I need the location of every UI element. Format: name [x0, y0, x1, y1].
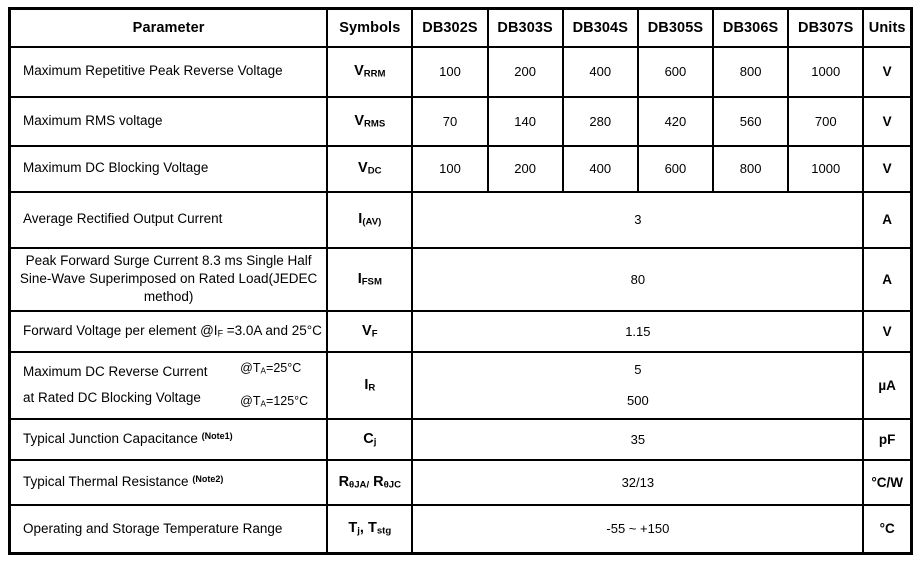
column-header: DB303S	[488, 9, 563, 47]
symbol-cell	[327, 47, 412, 97]
param-line: Maximum DC Reverse Current	[23, 364, 208, 379]
text-segment: Maximum Repetitive Peak Reverse Voltage	[23, 63, 283, 79]
symbol-cell	[327, 97, 412, 146]
param-cell	[10, 419, 328, 460]
note-superscript: (Note2)	[192, 473, 224, 484]
param-cell	[10, 460, 328, 505]
value-cell: 400	[563, 47, 638, 97]
param-cell	[10, 352, 328, 419]
unit-cell: V	[863, 146, 911, 192]
text-segment: Peak Forward Surge Current 8.3 ms Single Half Sine-Wave Superimposed on Rated Load(JEDEC method)	[19, 252, 318, 305]
text-segment: I	[364, 376, 369, 393]
text-segment: R	[338, 473, 350, 490]
text-segment: =125°C	[266, 394, 309, 408]
table-row	[10, 97, 912, 146]
stacked-values	[413, 354, 862, 417]
table-row	[10, 192, 912, 248]
condition-line	[240, 360, 308, 377]
text-segment: =25°C	[266, 361, 302, 376]
text-segment: C	[363, 430, 374, 447]
subscript-text: F	[217, 328, 224, 339]
value-cell: 100	[412, 146, 487, 192]
spec-table-body	[10, 47, 912, 554]
subscript-text: j	[373, 436, 377, 448]
value-cell: 420	[638, 97, 713, 146]
column-header: DB302S	[412, 9, 487, 47]
value-cell-merged: 32/13	[412, 460, 863, 505]
text-segment: Typical Thermal Resistance	[23, 473, 193, 489]
unit-cell: µA	[863, 352, 911, 419]
column-header: DB307S	[788, 9, 863, 47]
value-cell: 70	[412, 97, 487, 146]
text-segment: V	[362, 322, 372, 339]
value-cell-merged: -55 ~ +150	[412, 505, 863, 554]
column-header: Symbols	[327, 9, 412, 47]
text-segment: @T	[240, 394, 261, 408]
symbol-cell	[327, 419, 412, 460]
value-cell-merged: 3	[412, 192, 863, 248]
symbol-cell	[327, 248, 412, 311]
value-cell: 200	[488, 146, 563, 192]
text-segment: I	[358, 211, 363, 228]
value-cell-merged	[412, 352, 863, 419]
unit-cell: V	[863, 311, 911, 352]
param-cell	[10, 192, 328, 248]
subscript-text: DC	[367, 165, 382, 177]
symbol-cell	[327, 311, 412, 352]
value-cell: 200	[488, 47, 563, 97]
subscript-text: R	[368, 382, 376, 394]
subscript-text: θJC	[383, 479, 402, 491]
value-cell-merged: 1.15	[412, 311, 863, 352]
text-segment: V	[354, 112, 364, 129]
table-row	[10, 460, 912, 505]
param-cell	[10, 311, 328, 352]
symbol-cell	[327, 352, 412, 419]
spec-table-head	[10, 9, 912, 47]
table-row	[10, 419, 912, 460]
text-segment: Forward Voltage per element @I	[23, 322, 218, 338]
column-header: DB306S	[713, 9, 788, 47]
param-cell	[10, 146, 328, 192]
symbol-cell	[327, 146, 412, 192]
symbol-cell	[327, 192, 412, 248]
text-segment: R	[369, 473, 384, 490]
subscript-text: stg	[376, 526, 392, 538]
symbol-cell	[327, 460, 412, 505]
subscript-text: A	[260, 366, 267, 376]
text-segment: Typical Junction Capacitance	[23, 430, 202, 446]
subscript-text: j	[357, 526, 360, 538]
text-segment: @T	[240, 361, 261, 376]
value-cell: 1000	[788, 47, 863, 97]
param-cell	[10, 47, 328, 97]
subscript-text: F	[371, 328, 378, 340]
text-segment: Average Rectified Output Current	[23, 211, 223, 227]
stacked-value: 500	[627, 393, 649, 409]
subscript-text: θJA/	[349, 479, 370, 491]
column-header: DB304S	[563, 9, 638, 47]
value-cell: 800	[713, 47, 788, 97]
value-cell-merged: 35	[412, 419, 863, 460]
value-cell: 100	[412, 47, 487, 97]
value-cell: 1000	[788, 146, 863, 192]
text-segment: V	[358, 160, 368, 177]
text-segment: Maximum RMS voltage	[23, 112, 163, 128]
value-cell: 140	[488, 97, 563, 146]
value-cell-merged: 80	[412, 248, 863, 311]
text-segment: , T	[359, 520, 377, 537]
param-line: at Rated DC Blocking Voltage	[23, 390, 201, 405]
unit-cell: °C/W	[863, 460, 911, 505]
table-row	[10, 47, 912, 97]
reverse-current-param	[23, 359, 322, 411]
param-cell	[10, 97, 328, 146]
value-cell: 600	[638, 47, 713, 97]
unit-cell: A	[863, 192, 911, 248]
value-cell: 700	[788, 97, 863, 146]
unit-cell: A	[863, 248, 911, 311]
column-header: DB305S	[638, 9, 713, 47]
stacked-value: 5	[634, 361, 642, 377]
value-cell: 560	[713, 97, 788, 146]
condition-line	[240, 393, 308, 410]
table-row	[10, 505, 912, 554]
value-cell: 800	[713, 146, 788, 192]
unit-cell: °C	[863, 505, 911, 554]
unit-cell: V	[863, 47, 911, 97]
subscript-text: A	[260, 399, 267, 409]
param-cell	[10, 505, 328, 554]
table-row	[10, 146, 912, 192]
text-segment: V	[354, 63, 364, 80]
param-cell	[10, 248, 328, 311]
symbol-cell	[327, 505, 412, 554]
text-segment: Maximum DC Blocking Voltage	[23, 160, 209, 176]
value-cell: 280	[563, 97, 638, 146]
subscript-text: RRM	[363, 68, 386, 80]
value-cell: 400	[563, 146, 638, 192]
column-header: Units	[863, 9, 911, 47]
table-row	[10, 311, 912, 352]
value-cell: 600	[638, 146, 713, 192]
text-segment: T	[348, 520, 358, 537]
note-superscript: (Note1)	[201, 430, 233, 441]
table-row	[10, 248, 912, 311]
subscript-text: FSM	[361, 276, 382, 288]
text-segment: I	[357, 270, 362, 287]
spec-table	[8, 7, 913, 555]
header-row	[10, 9, 912, 47]
condition-labels	[240, 360, 308, 410]
text-segment: =3.0A and 25°C	[223, 322, 322, 338]
subscript-text: RMS	[364, 118, 386, 130]
unit-cell: pF	[863, 419, 911, 460]
subscript-text: (AV)	[362, 216, 382, 228]
column-header: Parameter	[10, 9, 328, 47]
param-lines	[23, 359, 208, 411]
unit-cell: V	[863, 97, 911, 146]
text-segment: Operating and Storage Temperature Range	[23, 520, 283, 536]
table-row	[10, 352, 912, 419]
